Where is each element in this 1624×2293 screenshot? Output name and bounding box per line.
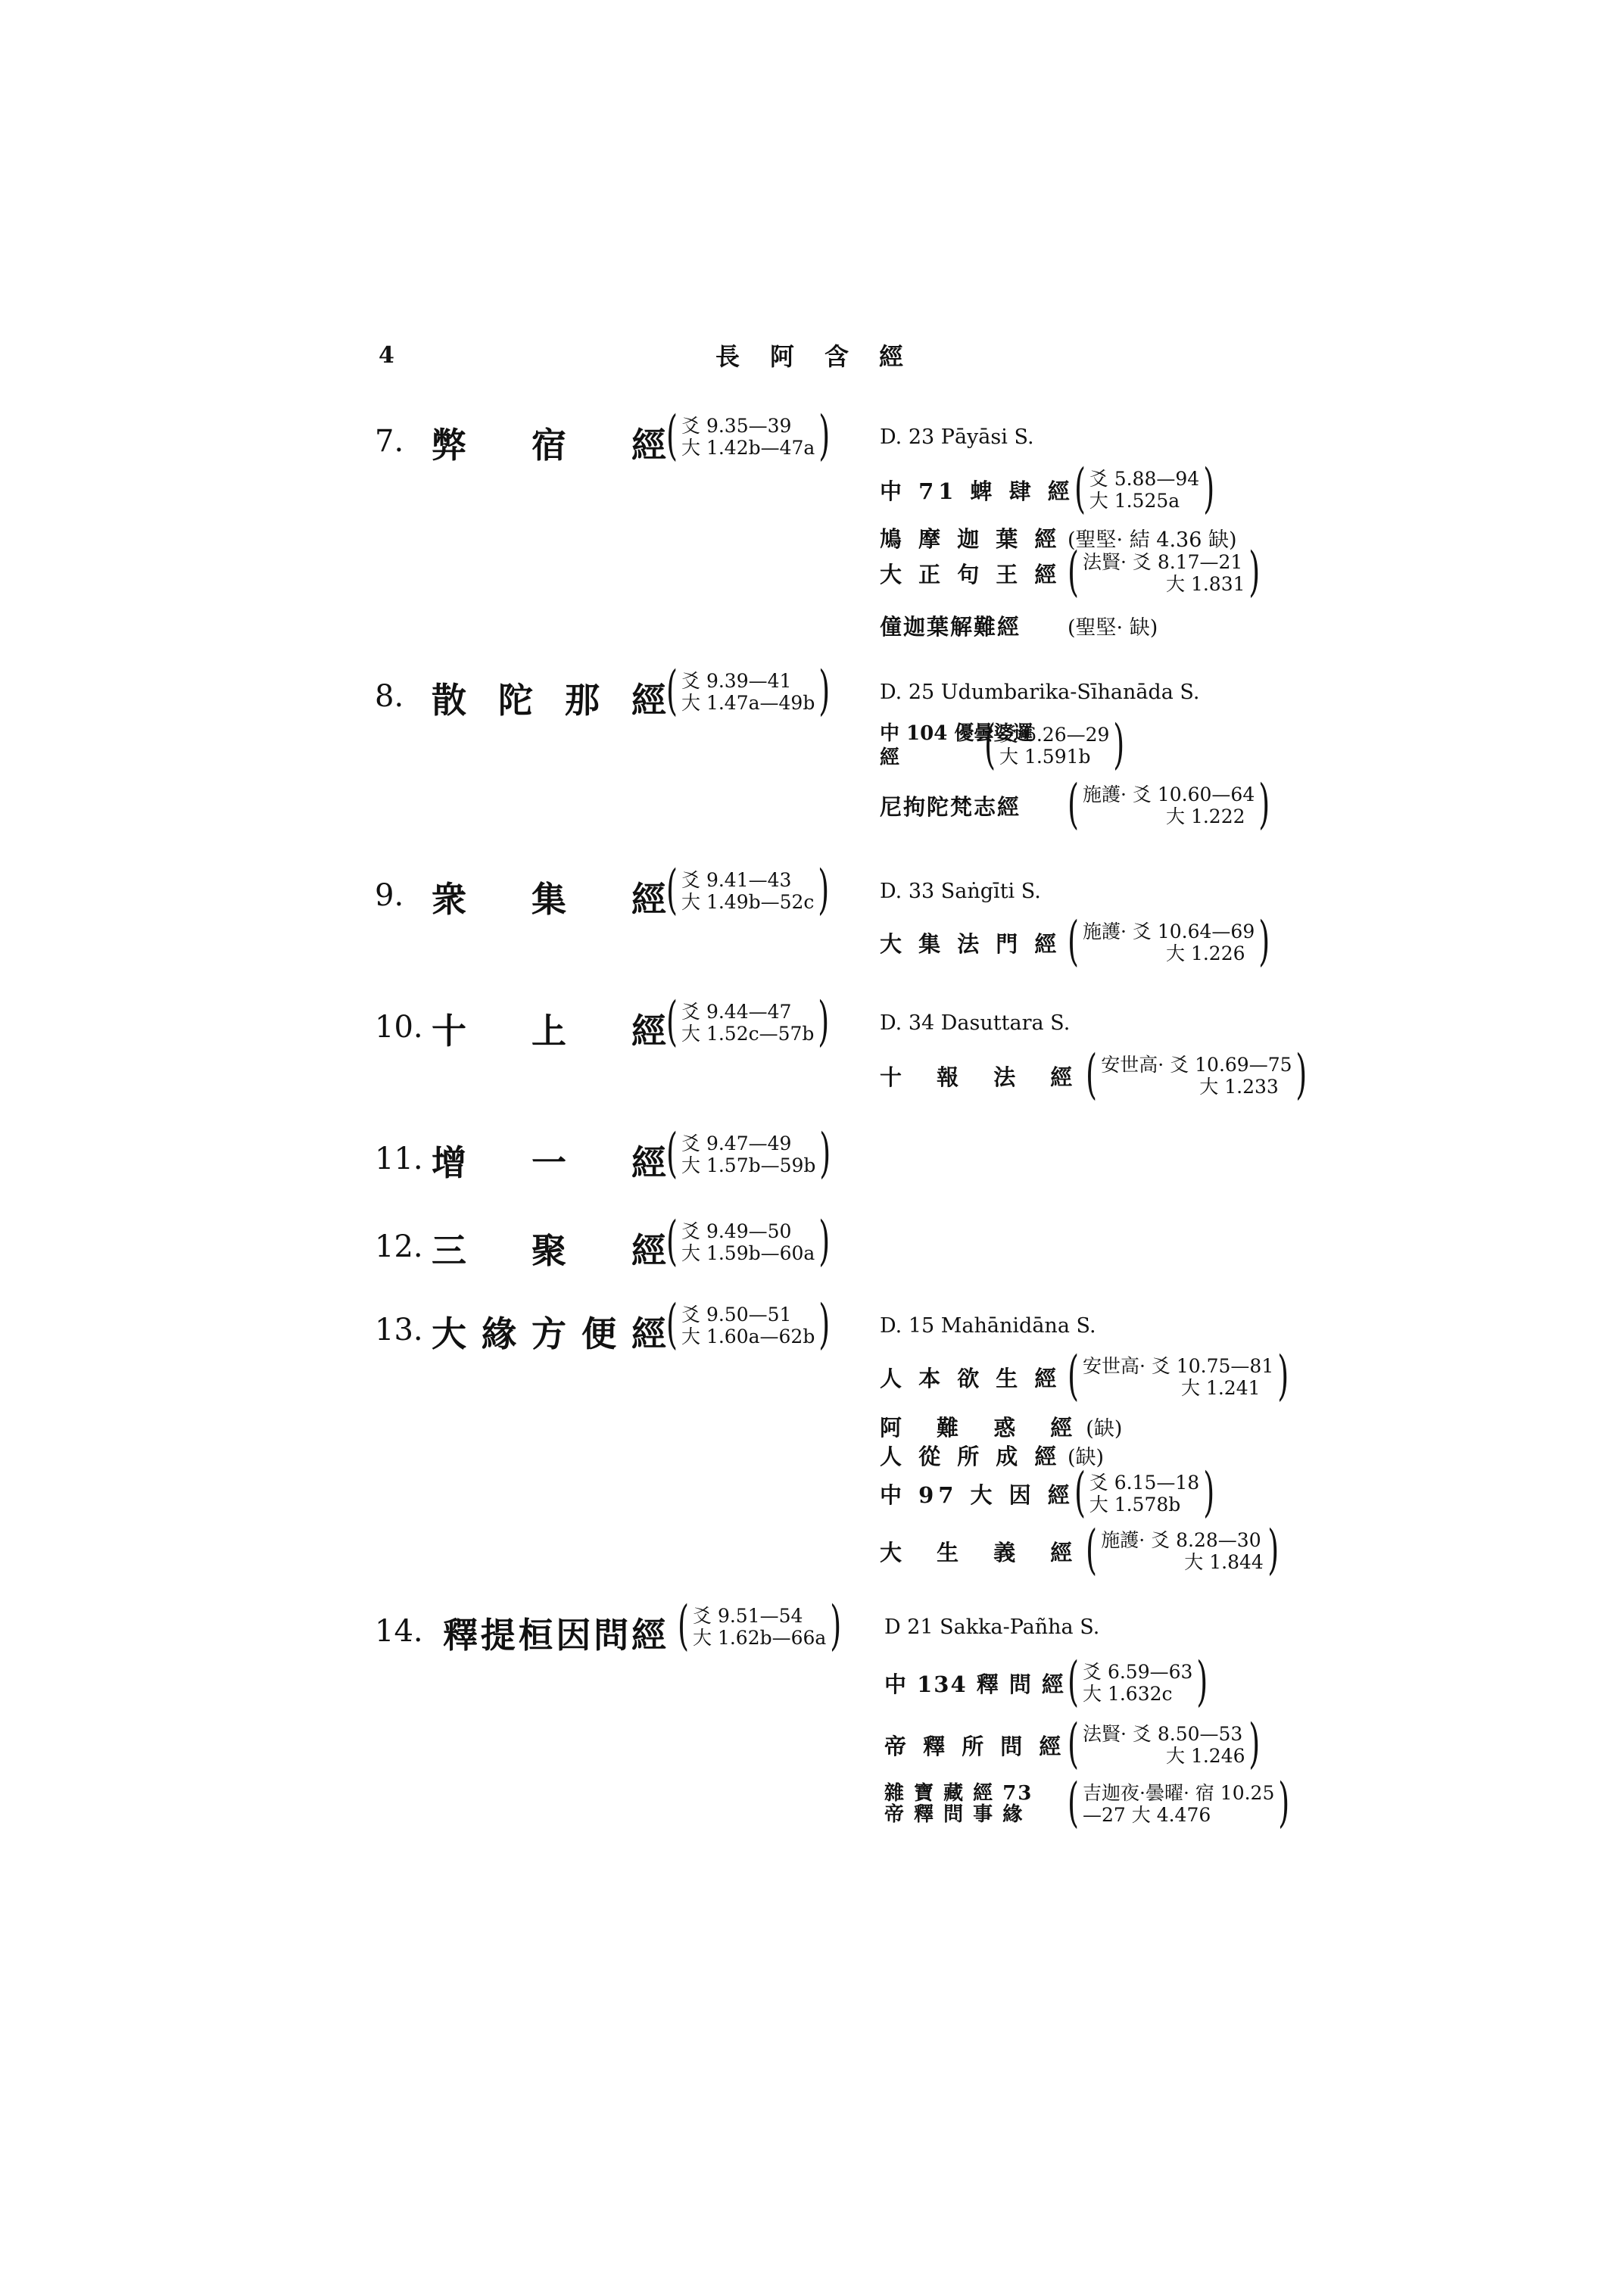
parallel-row: 尼拘陀梵志經 ( 施護· ⽘ 10.60—64 大 1.222 ) xyxy=(880,784,1270,827)
parallel-row: 僮迦葉解難經 (聖堅· 缺) xyxy=(880,614,1158,640)
entry-number: 7. xyxy=(375,424,404,459)
taisho-reference: ( ⽘ 9.35—39 大 1.42b—47a ) xyxy=(666,415,830,459)
taisho-reference: ( ⽘ 9.44—47 大 1.52c—57b ) xyxy=(666,1001,829,1045)
taisho-reference: ( ⽘ 9.39—41 大 1.47a—49b ) xyxy=(666,670,830,714)
parallel-row: 中 104 優曇婆邏 經 ( ⽘ 6.26—29 大 1.591b ) xyxy=(880,721,1124,770)
taisho-reference: ( ⽘ 9.50—51 大 1.60a—62b ) xyxy=(666,1304,830,1347)
running-title: 長阿含經 xyxy=(715,342,934,371)
sutra-title: 釋 提 桓 因 問 經 xyxy=(443,1615,666,1656)
entry-number: 10. xyxy=(375,1010,423,1045)
pali-parallel: D. 23 Pāyāsi S. xyxy=(880,425,1034,449)
parallel-row: 人 從 所 成 經 (缺) xyxy=(880,1444,1105,1469)
parallel-row: 大 集 法 門 經 ( 施護· ⽘ 10.64—69 大 1.226 ) xyxy=(880,921,1270,964)
taisho-reference: ( ⽘ 9.47—49 大 1.57b—59b ) xyxy=(666,1132,831,1176)
entry-number: 11. xyxy=(375,1142,423,1176)
sutra-title: 散 陀 那 經 xyxy=(432,680,666,721)
taisho-reference: ( ⽘ 9.51—54 大 1.62b—66a ) xyxy=(678,1605,841,1649)
sutra-title: 三 聚 經 xyxy=(432,1230,666,1271)
parallel-row: 人 本 欲 生 經 ( 安世高· ⽘ 10.75—81 大 1.241 ) xyxy=(880,1355,1289,1399)
taisho-reference: ( ⽘ 9.49—50 大 1.59b—60a ) xyxy=(666,1220,830,1264)
sutra-title: 弊 宿 經 xyxy=(432,425,666,466)
parallel-row: 中 134 釋 問 經 ( ⽘ 6.59—63 大 1.632c ) xyxy=(884,1661,1208,1705)
sutra-title: 大 緣 方 便 經 xyxy=(432,1313,666,1354)
taisho-reference: ( ⽘ 9.41—43 大 1.49b—52c ) xyxy=(666,869,829,913)
parallel-row: 大 正 句 王 經 ( 法賢· ⽘ 8.17—21 大 1.831 ) xyxy=(880,551,1261,595)
page-number: 4 xyxy=(379,342,394,369)
parallel-row: 雜 寶 藏 經 73 帝 釋 問 事 緣 ( 吉迦夜·曇曜· 宿 10.25 —27 大 4.476 ) xyxy=(884,1782,1289,1826)
sutra-title: 增 一 經 xyxy=(432,1142,666,1183)
parallel-row: 中 97 大 因 經 ( ⽘ 6.15—18 大 1.578b ) xyxy=(880,1472,1214,1516)
pali-parallel: D. 25 Udumbarika-Sīhanāda S. xyxy=(880,681,1200,704)
entry-number: 8. xyxy=(375,679,404,714)
pali-parallel: D. 15 Mahānidāna S. xyxy=(880,1314,1096,1338)
entry-number: 9. xyxy=(375,878,404,913)
entry-number: 12. xyxy=(375,1229,423,1264)
pali-parallel: D. 33 Saṅgīti S. xyxy=(880,880,1041,903)
parallel-row: 中 71 蜱 肆 經 ( ⽘ 5.88—94 大 1.525a ) xyxy=(880,468,1214,512)
sutra-title: 十 上 經 xyxy=(432,1011,666,1051)
entry-number: 13. xyxy=(375,1313,423,1347)
parallel-row: 帝 釋 所 問 經 ( 法賢· ⽘ 8.50—53 大 1.246 ) xyxy=(884,1723,1261,1767)
pali-parallel: D 21 Sakka-Pañha S. xyxy=(884,1615,1100,1639)
parallel-row: 鳩 摩 迦 葉 經 (聖堅· 結 4.36 缺) xyxy=(880,526,1237,552)
sutra-title: 衆 集 經 xyxy=(432,879,666,920)
parallel-row: 十 報 法 經 ( 安世高· ⽘ 10.69—75 大 1.233 ) xyxy=(880,1054,1308,1098)
entry-number: 14. xyxy=(375,1614,423,1649)
parallel-row: 阿 難 惑 經 (缺) xyxy=(880,1415,1123,1441)
parallel-row: 大 生 義 經 ( 施護· ⽘ 8.28—30 大 1.844 ) xyxy=(880,1529,1279,1573)
pali-parallel: D. 34 Dasuttara S. xyxy=(880,1011,1071,1035)
